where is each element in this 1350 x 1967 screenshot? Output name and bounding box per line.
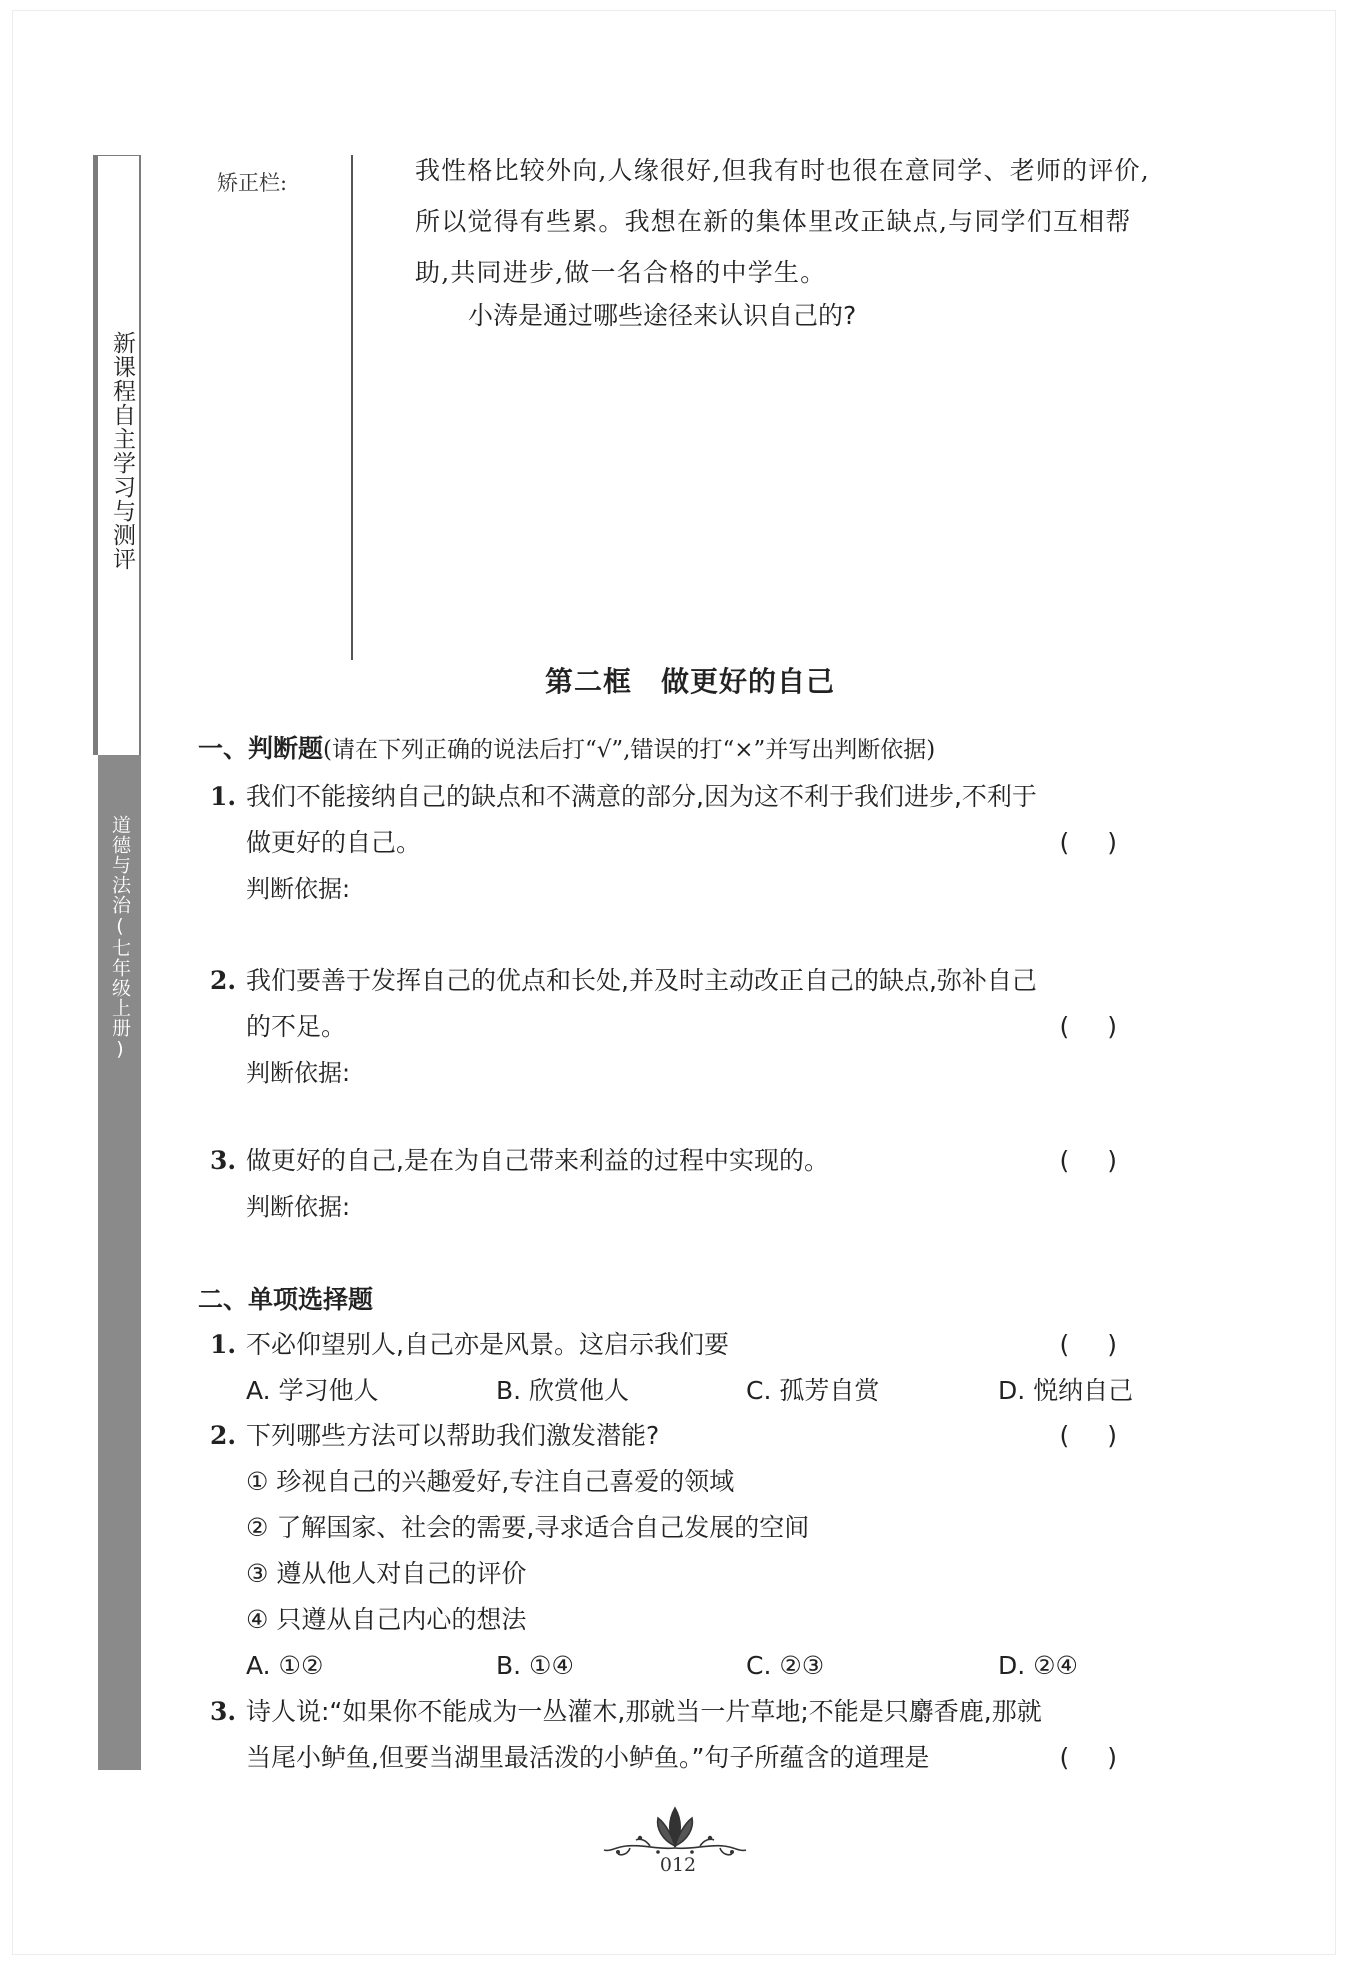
statement-4: ④ 只遵从自己内心的想法	[246, 1605, 527, 1634]
question-number: 3.	[210, 1697, 237, 1726]
option-a[interactable]: A. ①②	[246, 1651, 324, 1680]
option-b[interactable]: B. ①④	[496, 1651, 574, 1680]
judge-question-2	[210, 958, 1155, 1098]
section1-title: 一、判断题	[198, 734, 324, 763]
frame-title: 第二框 做更好的自己	[544, 665, 835, 698]
option-row	[246, 1643, 1146, 1689]
option-c[interactable]: C. 孤芳自赏	[746, 1376, 880, 1405]
question-line: 下列哪些方法可以帮助我们激发潜能?	[246, 1421, 660, 1450]
question-line: 做更好的自己,是在为自己带来利益的过程中实现的。	[246, 1146, 829, 1175]
side-tab-subject	[98, 755, 141, 1770]
statement-1: ① 珍视自己的兴趣爱好,专注自己喜爱的领域	[246, 1467, 735, 1496]
answer-bracket[interactable]: ()	[1059, 1012, 1155, 1041]
question-number: 3.	[210, 1146, 237, 1175]
choice-question-3	[210, 1689, 1155, 1781]
option-b[interactable]: B. 欣赏他人	[496, 1376, 630, 1405]
question-line: 当尾小鲈鱼,但要当湖里最活泼的小鲈鱼。”句子所蕴含的道理是	[246, 1743, 930, 1772]
question-number: 2.	[210, 1421, 237, 1450]
intro-question: 小涛是通过哪些途径来认识自己的?	[468, 301, 857, 330]
correction-label: 矫正栏:	[217, 171, 288, 195]
floral-ornament-icon	[600, 1800, 750, 1862]
page-number: 012	[659, 1854, 697, 1876]
section1-heading	[198, 729, 935, 765]
option-d[interactable]: D. 悦纳自己	[998, 1376, 1134, 1405]
question-number: 2.	[210, 966, 237, 995]
question-line: 诗人说:“如果你不能成为一丛灌木,那就当一片草地;不能是只麝香鹿,那就	[246, 1697, 1042, 1726]
question-line: 我们不能接纳自己的缺点和不满意的部分,因为这不利于我们进步,不利于	[246, 782, 1037, 811]
answer-bracket[interactable]: ()	[1059, 1743, 1155, 1772]
section2-title: 二、单项选择题	[198, 1285, 374, 1314]
choice-question-1	[210, 1322, 1155, 1414]
question-number: 1.	[210, 1330, 237, 1359]
section1-note: (请在下列正确的说法后打“√”,错误的打“×”并写出判断依据)	[323, 737, 936, 763]
judgement-basis-label: 判断依据:	[246, 875, 351, 903]
intro-paragraph: 我性格比较外向,人缘很好,但我有时也很在意同学、老师的评价,所以觉得有些累。我想在新的集体里改正缺点,与同学们互相帮助,共同进步,做一名合格的中学生。	[415, 156, 1150, 287]
question-line: 的不足。	[246, 1012, 347, 1041]
option-c[interactable]: C. ②③	[746, 1651, 825, 1680]
choice-question-2	[210, 1413, 1155, 1693]
question-line: 做更好的自己。	[246, 828, 422, 857]
judge-question-1	[210, 774, 1155, 914]
answer-bracket[interactable]: ()	[1059, 828, 1155, 857]
judge-question-3	[210, 1138, 1155, 1238]
side-tab-book-title-text: 新课程自主学习与测评	[109, 331, 135, 571]
statement-2: ② 了解国家、社会的需要,寻求适合自己发展的空间	[246, 1513, 810, 1542]
option-d[interactable]: D. ②④	[998, 1651, 1078, 1680]
question-number: 1.	[210, 782, 237, 811]
statement-3: ③ 遵从他人对自己的评价	[246, 1559, 527, 1588]
option-a[interactable]: A. 学习他人	[246, 1376, 379, 1405]
side-tab-subject-text: 道德与法治(七年级上册)	[109, 815, 131, 1061]
answer-bracket[interactable]: ()	[1059, 1330, 1155, 1359]
correction-column	[205, 155, 353, 660]
answer-bracket[interactable]: ()	[1059, 1421, 1155, 1450]
judgement-basis-label: 判断依据:	[246, 1059, 351, 1087]
question-line: 我们要善于发挥自己的优点和长处,并及时主动改正自己的缺点,弥补自己	[246, 966, 1037, 995]
judgement-basis-label: 判断依据:	[246, 1193, 351, 1221]
option-row	[246, 1368, 1146, 1414]
question-line: 不必仰望别人,自己亦是风景。这启示我们要	[246, 1330, 729, 1359]
answer-bracket[interactable]: ()	[1059, 1146, 1155, 1175]
section2-heading	[198, 1280, 373, 1316]
